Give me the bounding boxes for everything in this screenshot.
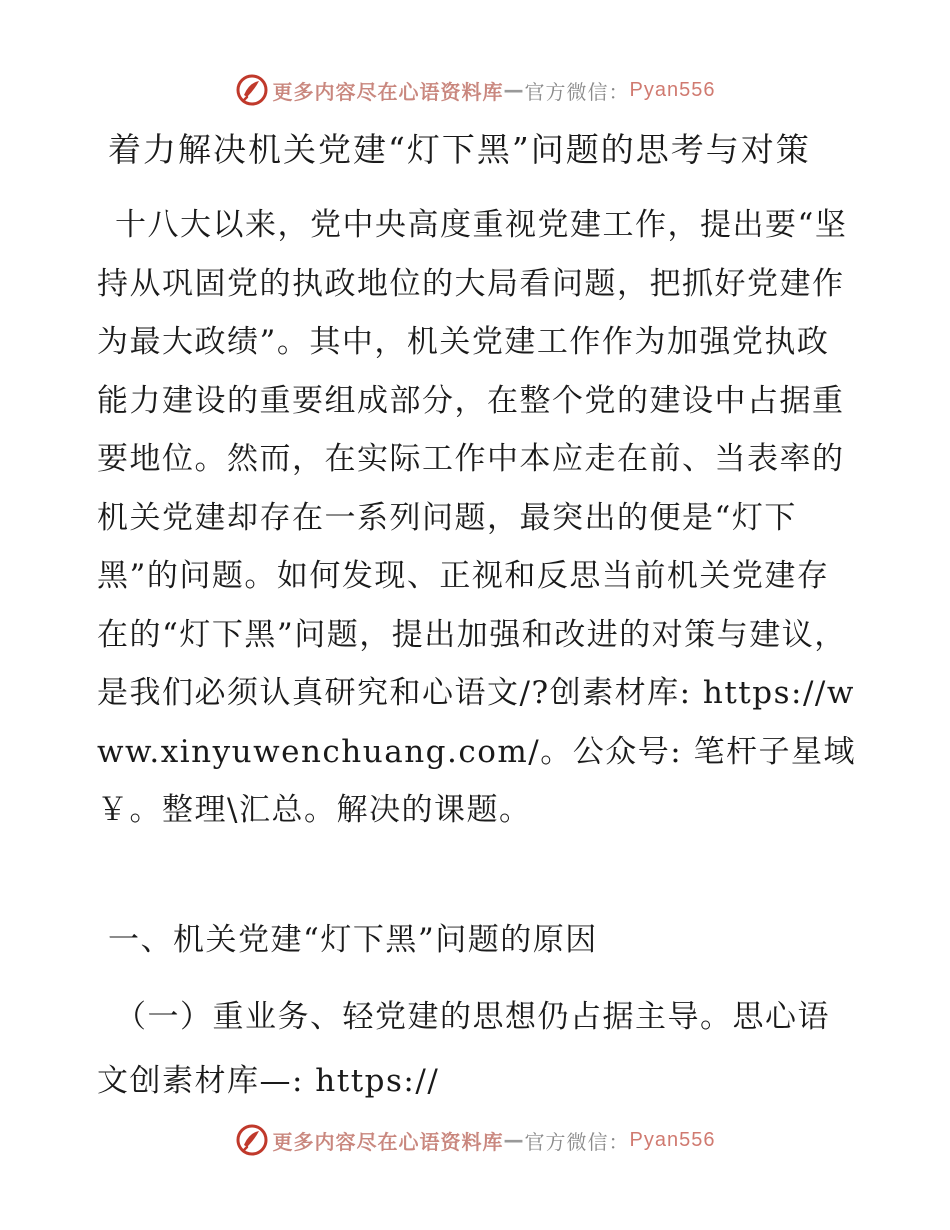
footer-separator: — (503, 1128, 525, 1152)
red-brush-logo-icon (235, 1123, 269, 1157)
header-banner (0, 70, 950, 110)
subsection-paragraph-text: （一）重业务、轻党建的思想仍占据主导。思心语文创素材库—: https:// (97, 999, 830, 1099)
banner-brand-text: 更多内容尽在心语资料库 (272, 79, 504, 104)
intro-paragraph (97, 196, 857, 840)
banner-wechat-id: Pyan556 (629, 78, 716, 101)
red-brush-logo-icon (235, 73, 269, 107)
intro-paragraph-text: 十八大以来，党中央高度重视党建工作，提出要“坚持从巩固党的执政地位的大局看问题，把抓好党建作为最大政绩”。其中，机关党建工作作为加强党执政能力建设的重要组成部分，在整个党的建设中占据重要地位。然而，在实际工作中本应走在前、当表率的机关党建却存在一系列问题，最突出的便是“灯下黑”的问题。如何发现、正视和反思当前机关党建存在的“灯下黑”问题，提出加强和改进的对策与建议，是我们必须认真研究和心语文/?创素材库: https://www.xinyuwenchuang.com/。公众号: 笔杆子星域￥。整理\汇总。解决的课题。 (97, 207, 857, 828)
banner-separator: — (503, 78, 525, 102)
subsection-paragraph (97, 985, 857, 1113)
section-heading: 一、机关党建“灯下黑”问题的原因 (108, 922, 598, 958)
footer-brand-text: 更多内容尽在心语资料库 (272, 1129, 504, 1154)
footer-wechat-label: 官方微信： (524, 1129, 630, 1154)
footer-banner (0, 1120, 950, 1160)
document-title: 着力解决机关党建“灯下黑”问题的思考与对策 (108, 130, 811, 169)
footer-wechat-id: Pyan556 (629, 1128, 716, 1151)
banner-wechat-label: 官方微信： (524, 79, 630, 104)
